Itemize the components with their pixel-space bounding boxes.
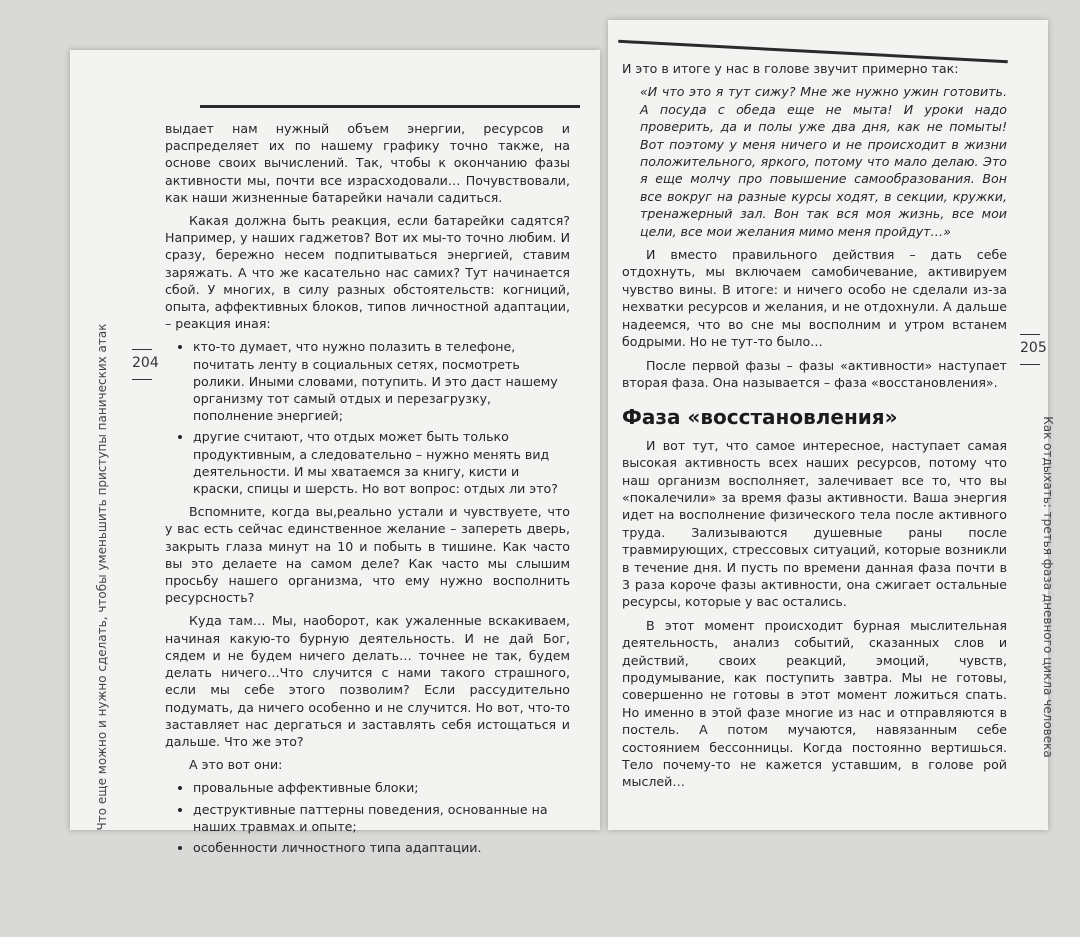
bullet-list xyxy=(165,779,570,856)
book-spread xyxy=(70,20,1055,855)
right-page xyxy=(608,20,1055,830)
paragraph: Какая должна быть реакция, если батарейки садятся? Например, у наших гаджетов? Вот их мы-то точно любим. И сразу, бережно несем подпитываться энергией, ставим заряжать. А что же касательно нас самих? Тут начинается сбой. У многих, в силу разных обстоятельств: когниций, опыта, аффективных блоков, типов личностной адаптации, – реакция иная: xyxy=(165,213,570,332)
right-body xyxy=(622,60,1007,797)
paragraph: И вот тут, что самое интересное, наступает самая высокая активность всех наших ресурсов, потому что наш организм восполняет, залечивает все то, что вы «покалечили» за время фазы активности. Ваша энергия идет на восполнение физического тела после активного труда. Зализываются душевные раны после травмирующих, стрессовых ситуаций, которые возникли в течение дня. И пусть по времени данная фаза почти в 3 раза короче фазы активности, она сжигает остальные ресурсы, которые у вас остались. xyxy=(622,437,1007,610)
left-page xyxy=(70,50,600,855)
page-number-left: 204 xyxy=(132,355,159,371)
paragraph: выдает нам нужный объем энергии, ресурсов и распределяет их по нашему графику точно также, на основе своих вычислений. Так, чтобы к окончанию фазы активности мы, почти все израсходовали… Почувствовали, как наши жизненные батарейки начали садиться. xyxy=(165,121,570,205)
list-item: • кто-то думает, что нужно полазить в телефоне, почитать ленту в социальных сетях, посмотреть ролики. Иными словами, потупить. И это даст нашему организму тот самый отдых и перезагрузку, пополнение энергией; xyxy=(193,338,570,424)
page-number-right: 205 xyxy=(1020,340,1047,356)
bullet-list xyxy=(165,338,570,497)
paragraph: В этот момент происходит бурная мыслительная деятельность, анализ событий, сказанных слов и действий, своих реакций, эмоций, чувств, продумывание, как поступить завтра. Мы не готовы, совершенно не готовы в этот момент ложиться спать. Но именно в этой фазе многие из нас и отправляются в постель. А потом мучаются, навязанным себе состоянием бессонницы. Когда постоянно вертишься. Тело почему-то не кажется уставшим, в голове рой мыслей… xyxy=(622,617,1007,790)
top-rule xyxy=(200,105,580,108)
list-item: • деструктивные паттерны поведения, основанные на наших травмах и опыте; xyxy=(193,801,570,835)
paragraph: И вместо правильного действия – дать себе отдохнуть, мы включаем самобичевание, активируем чувство вины. В итоге: и ничего особо не сделали из-за нехватки ресурсов и желания, и не отдохнули. А дальше надеемся, что во сне мы восполним и утром встанем бодрыми. Но не тут-то было… xyxy=(622,247,1007,350)
paragraph: А это вот они: xyxy=(189,757,283,773)
list-item: • провальные аффективные блоки; xyxy=(193,779,570,796)
running-head-right: Как отдыхать: третья фаза дневного цикла человека xyxy=(1041,416,1055,758)
paragraph: Вспомните, когда вы,реально устали и чувствуете, что у вас есть сейчас единственное желание – запереть дверь, закрыть глаза минут на 10 и побыть в тишине. Как часто вы это делаете на самом деле? Как часто мы слышим просьбу нашего организма, что ему нужно восполнить ресурсность? xyxy=(165,504,570,606)
list-item: • особенности личностного типа адаптации. xyxy=(193,839,570,856)
list-item: • другие считают, что отдых может быть только продуктивным, а следовательно – нужно менять вид деятельности. И мы хватаемся за книгу, кисти и краски, спицы и шерсть. Но вот вопрос: отдых ли это? xyxy=(193,428,570,497)
paragraph: И это в итоге у нас в голове звучит примерно так: xyxy=(622,61,959,76)
section-heading: Фаза «восстановления» xyxy=(622,405,898,430)
quote: «И что это я тут сижу? Мне же нужно ужин готовить. А посуда с обеда еще не мыта! И уроки надо проверить, да и полы уже два дня, как не помыты! Вот поэтому у меня ничего и не происходит в жизни положительного, яркого, потому что мало делаю. Это я еще молчу про повышение самообразования. Вон все вокруг на разные курсы ходят, в секции, кружки, тренажерный зал. Вон так вся моя жизнь, все мои цели, все мои желания мимо меня пройдут…» xyxy=(640,84,1007,239)
paragraph: После первой фазы – фазы «активности» наступает вторая фаза. Она называется – фаза «восстановления». xyxy=(622,357,1007,390)
left-body xyxy=(165,120,570,862)
paragraph: Куда там… Мы, наоборот, как ужаленные вскакиваем, начиная какую-то бурную деятельность. И не дай Бог, сядем и не будем ничего делать… точнее не так, будем делать ничего…Что случится с нами такого страшного, если мы себе этого позволим? Если рассудительно подумать, да ничего особенно и не случится. Но вот, что-то заставляет нас дергаться и заставлять себя истощаться и дальше. Что же это? xyxy=(165,613,570,749)
running-head-left: Что еще можно и нужно сделать, чтобы уменьшить приступы панических атак xyxy=(95,323,109,831)
